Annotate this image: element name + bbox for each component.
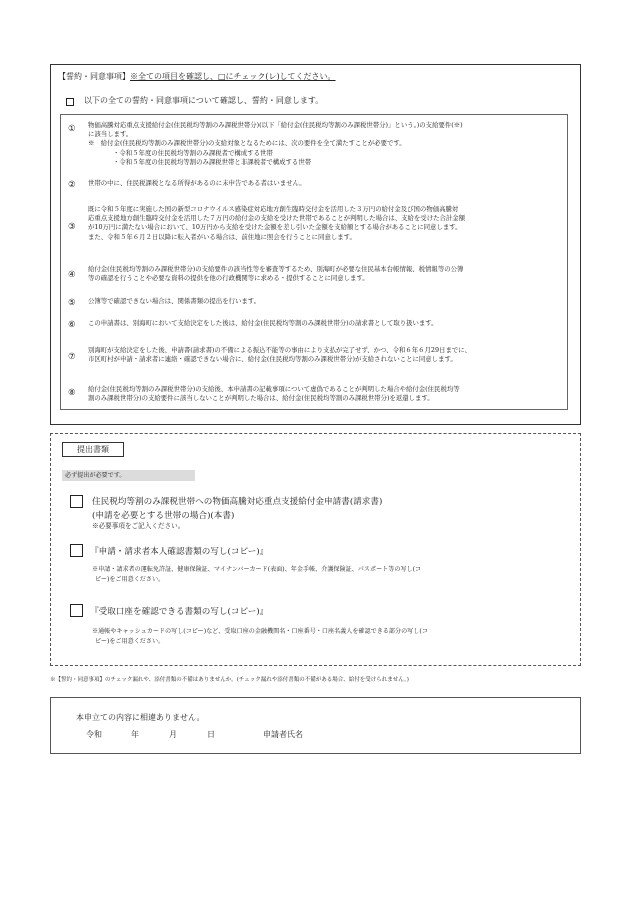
doc-id-note-a: ※申請・請求者の運転免許証、健康保険証、マイナンバーカード(表面)、年金手帳、介護保険証、パスポート等の写し(コ [92,566,422,573]
agree-all-checkbox[interactable] [66,98,74,106]
pledge-item-number: ⑥ [68,320,76,330]
pledge-item-text: 世帯の中に、住民税課税となる所得があるのに未申告である者はいません。 [88,179,306,187]
pledge-item-number: ③ [68,222,76,232]
declaration-day: 日 [207,730,215,739]
declaration-month: 月 [169,730,177,739]
pledge-item-number: ⑦ [68,352,76,362]
declaration-box [50,697,581,754]
pledge-item-text: ※ 給付金(住民税均等割のみ課税世帯分)の支給対象となるためには、次の要件を全て満たすことが必要です。 [88,139,406,148]
agree-all-label: 以下の全ての誓約・同意事項について確認し、誓約・同意します。 [84,96,324,105]
declaration-era: 令和 [86,730,102,739]
pledge-item-text: 別海町が支給決定をした後、申請書(請求書)の不備による振込不能等の事由により支払が完了せず、かつ、令和６年６月29日までに、 [88,346,472,354]
pledge-item-number: ② [68,180,76,190]
doc-id-checkbox[interactable] [70,544,83,557]
doc-application-line1: 住民税均等割のみ課税世帯への物価高騰対応重点支援給付金申請書(請求書) [92,497,383,507]
pledge-header [58,72,336,82]
doc-application-checkbox[interactable] [70,495,83,508]
pledge-item-text: 物価高騰対応重点支援給付金(住民税均等割のみ課税世帯分)(以下「給付金(住民税均等割のみ課税世帯分)」という。)の支給要件(※) [88,121,463,129]
pledge-item-number: ④ [68,270,76,280]
pledge-header-bracket: 【誓約・同意事項】 [58,72,130,81]
declaration-applicant-label: 申請者氏名 [263,730,303,739]
pledge-item-text: 等の確認を行うことや必要な資料の提供を他の行政機関等に求める・提供することに同意します。 [88,274,369,283]
pledge-item-text: ・令和５年度の住民税均等割のみ課税世帯と非課税者で構成する世帯 [113,157,312,166]
doc-application-note: ※必要事項をご記入ください。 [92,522,185,530]
pledge-item-text: 割のみ課税世帯分)の支給要件に該当しないことが判明した場合は、給付金(住民税均等割のみ課税世帯分)を返還します。 [88,394,434,403]
declaration-year: 年 [131,730,139,739]
pledge-item-text: ・令和５年度の住民税均等割のみ課税者で構成する世帯 [113,148,273,157]
doc-bank-checkbox[interactable] [70,604,83,617]
doc-application-line2: (申請を必要とする世帯の場合)(本書) [92,511,235,521]
pledge-item-text: また、令和５年６月２日以降に転入者がいる場合は、前住地に照会を行うことに同意します。 [88,232,356,241]
pledge-item-text: が10万円に満たない場合において、10万円から支給を受けた金額を差し引いた金額を支給額とする場合があることに同意します。 [88,223,462,232]
pledge-item-text: 給付金(住民税均等割のみ課税世帯分)の支給後、本申請書の記載事項について虚偽であることが判明した場合や給付金(住民税均等 [88,385,460,393]
pledge-item-number: ① [68,124,76,134]
pledge-item-text: 市区町村が申請・請求者に連絡・確認できない場合に、給付金(住民税均等割のみ課税世帯分)が支給されないことに同意します。 [88,355,457,364]
doc-bank-note-a: ※通帳やキャッシュカードの写し(コピー)など、受取口座の金融機関名・口座番号・口座名義人を確認できる部分の写し(コ [92,628,428,635]
pledge-item-text: 給付金(住民税均等割のみ課税世帯分)の支給要件の該当性等を審査等するため、別海町が必要な住民基本台帳情報、税情報等の公簿 [88,265,464,273]
doc-bank-note-b: ピー)をご用意ください。 [95,638,165,645]
footer-note: ※【誓約・同意事項】のチェック漏れや、添付書類の不備はありませんか。(チェック漏れや添付書類の不備がある場合、給付を受けられません。) [50,677,409,683]
pledge-item-number: ⑤ [68,298,76,308]
pledge-item-text: 公簿等で確認できない場合は、関係書類の提出を行います。 [88,297,261,305]
doc-id-note-b: ピー)をご用意ください。 [95,576,165,583]
doc-bank-line1: 『受取口座を確認できる書類の写し(コピー)』 [90,607,269,617]
pledge-item-text: この申請書は、別海町において支給決定をした後は、給付金(住民税均等割のみ課税世帯分)の請求書として取り扱います。 [88,319,438,327]
pledge-item-number: ⑧ [68,388,76,398]
declaration-statement: 本申立ての内容に相違ありません。 [76,713,205,722]
pledge-item-text: に該当します。 [88,130,133,139]
required-label: 必ず提出が必要です。 [62,470,195,481]
doc-id-line1: 『申請・請求者本人確認書類の写し(コピー)』 [90,547,269,557]
pledge-item-text: 応重点支援地方創生臨時交付金を活用した７万円の給付金の支給を受けた世帯であることが判明した場合は、支給を受けた合計金額 [88,214,466,223]
pledge-item-text: 既に令和５年度に実施した国の新型コロナウイルス感染症対応地方創生臨時交付金を活用した３万円の給付金及び国の物価高騰対 [88,205,459,213]
documents-title: 提出書類 [62,442,124,457]
pledge-header-note: ※全ての項目を確認し、□にチェック(レ)してください。 [130,72,336,81]
